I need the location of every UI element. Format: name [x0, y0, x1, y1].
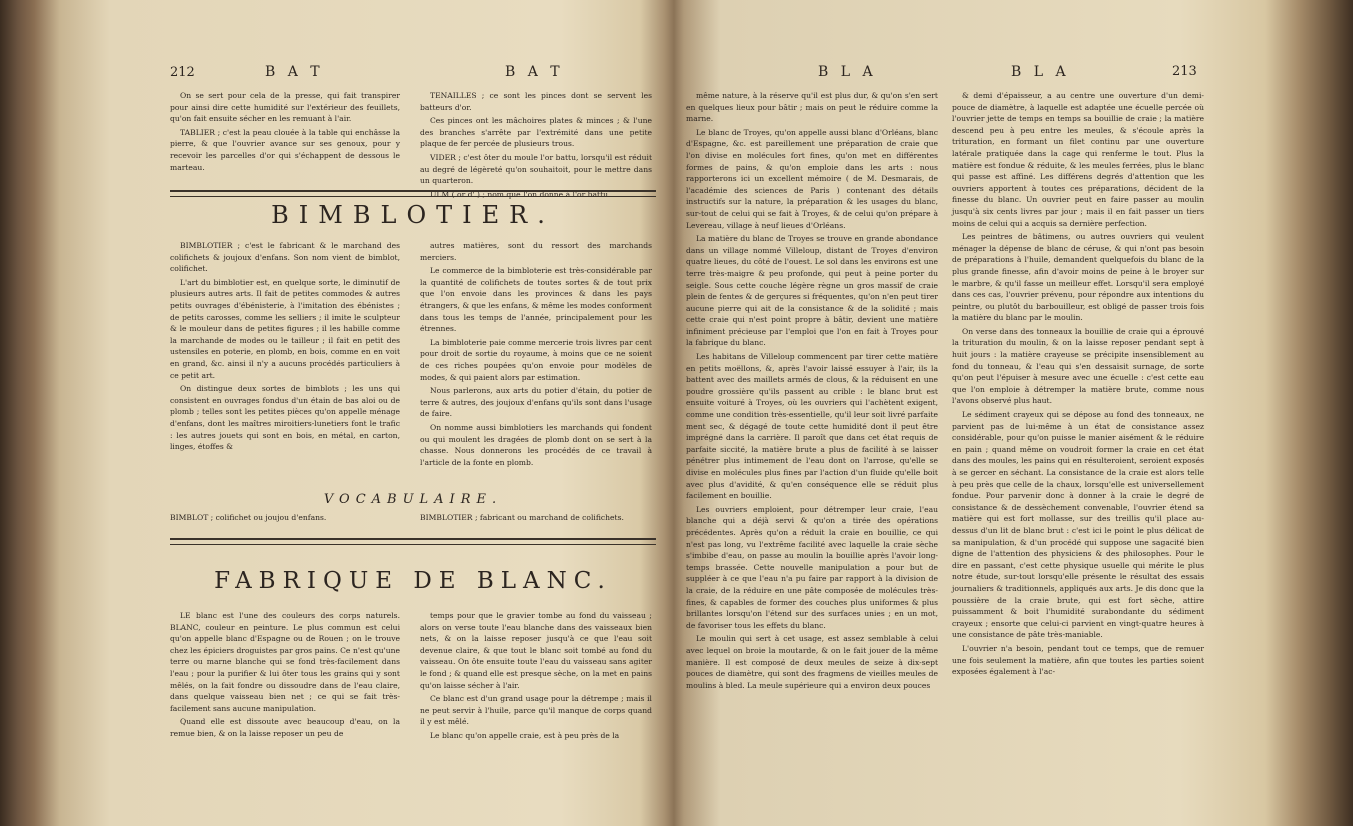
header-right-word: B L A: [1011, 64, 1070, 80]
section-rule: [170, 538, 656, 545]
right-page-header: [686, 64, 1206, 86]
left-top-col-2: [420, 90, 652, 199]
paragraph: Les habitans de Villeloup commencent par tirer cette matière en petits moëllons, &, après l'avoir laissé essuyer à l'air, ils la battent avec des maillets armés de clous, & la réduisent en une poudre grossière qu'ils passent au crible : le blanc brut est ensuite voituré à Troyes, où les ouvriers qui l'achètent exigent, comme une condition très-essentielle, qu'il leur soit livré parfaite ment sec, & dégagé de toute cette humidité dont il peut être imprégné dans la carrière. Il paroît que dans cet état requis de parfaite siccité, la matière brute a plus de facilité à se laisser pénétrer plus intimement de l'eau dont on l'arrose, qu'elle se divise en molécules plus fines par l'action d'un fluide qu'elle boit avec plus d'avidité, & qu'en conséquence elle se réduit plus facilement en bouillie.: [686, 352, 938, 501]
paragraph: VIDER ; c'est ôter du moule l'or battu, lorsqu'il est réduit au degré de légèreté qu'on souhaitoit, pour le mettre dans un quarteron.: [420, 152, 652, 186]
title-bimblotier: BIMBLOTIER.: [271, 201, 555, 229]
vocabulaire-heading: VOCABULAIRE.: [323, 492, 503, 507]
left-top-col-1: [170, 90, 400, 178]
paragraph: Ce blanc est d'un grand usage pour la détrempe ; mais il ne peut servir à l'huile, parce qu'il manque de corps quand il y est mêlé.: [420, 694, 652, 727]
right-page-col-1: [686, 90, 938, 814]
left-page: [150, 38, 660, 814]
vocab-entry-right: [420, 512, 652, 526]
paragraph: Les ouvriers emploient, pour détremper leur craie, l'eau blanche qui a déjà servi & qu'on a tirée des opérations précédentes. Après qu'on a réduit la craie en bouillie, ce qui n'est pas long, vu l'extrême facilité avec laquelle la craie sèche s'imbibe d'eau, on passe au moulin la bouillie après l'avoir long-temps brassée. Cette nouvelle manipulation a pour but de suppléer à ce que l'eau n'a pu faire par rapport à la division de la craie, de la réduire en une pâte composée de molécules très-fines, & capables de former des couches plus uniformes & plus brillantes lorsqu'on l'étend sur des surfaces unies ; en un mot, de favoriser tous les effets du blanc.: [686, 504, 938, 630]
paragraph: temps pour que le gravier tombe au fond du vaisseau ; alors on verse toute l'eau blanche dans des vaisseaux bien nets, & on la laisse reposer jusqu'à ce que l'eau soit devenue claire, & que tout le blanc soit tombé au fond du vaisseau. On ôte ensuite toute l'eau du vaisseau sans agiter le fond ; & quand elle est presque sèche, on la met en pains qu'on laisse sécher à l'air.: [420, 611, 652, 690]
paragraph: Nous parlerons, aux arts du potier d'étain, du potier de terre & autres, des joujoux d'enfans qu'ils sont dans l'usage de faire.: [420, 386, 652, 419]
page-number-right: 213: [1172, 64, 1197, 79]
left-page-header: [170, 64, 660, 86]
blanc-col-2: [420, 610, 652, 814]
right-page-col-2: [952, 90, 1204, 814]
paragraph: On se sert pour cela de la presse, qui fait transpirer pour ainsi dire cette humidité sur l'extérieur des feuillets, qu'on fait ensuite sécher en les remuant à l'air.: [170, 91, 400, 124]
paragraph: Le blanc de Troyes, qu'on appelle aussi blanc d'Orléans, blanc d'Espagne, &c. est pareillement une préparation de craie que l'on divise en molécules fort fines, qu'on met en différentes formes de pains, & qu'on emploie dans les arts : nous rapporterons ici un excellent mémoire ( de M. Desmarais, de l'académie des sciences de Paris ) contenant des détails instructifs sur la nature, la préparation & les usages du blanc, sur-tout de celui qui se fait à Troyes, & de celui qu'on prépare à Levereau, village à neuf lieues d'Orléans.: [686, 127, 938, 230]
paragraph: BIMBLOTIER ; c'est le fabricant & le marchand des colifichets & joujoux d'enfans. Son nom vient de bimblot, colifichet.: [170, 241, 400, 274]
paragraph: La bimbloterie paie comme mercerie trois livres par cent pour droit de sortie du royaume, à moins que ce ne soient de ces riches poupées qu'on envoie pour modèles de modes, & qui paient alors par estimation.: [420, 337, 652, 382]
paragraph: On distingue deux sortes de bimblots ; les uns qui consistent en ouvrages fondus d'un étain de bas aloi ou de plomb ; telles sont les petites pièces qu'on appelle ménage d'enfans, dont les maîtres miroitiers-lunetiers font le trafic : les autres jouets qui sont en bois, en métal, en carton, linges, étoffes &: [170, 384, 400, 452]
paragraph: On verse dans des tonneaux la bouillie de craie qui a éprouvé la trituration du moulin, & on la laisse reposer pendant sept à huit jours : la matière crayeuse se précipite insensiblement au fond du tonneau, & l'eau qui s'en dessaisit surnage, de sorte qu'on peut l'épuiser à mesure avec une écuelle : c'est cette eau que l'on emploie à détremper la matière brute, comme nous l'avons observé plus haut.: [952, 326, 1204, 406]
paragraph: & demi d'épaisseur, a au centre une ouverture d'un demi-pouce de diamètre, à laquelle est adaptée une écuelle percée où l'ouvrier jette de temps en temps sa bouillie de craie ; la matière descend peu à peu entre les meules, & s'écoule après la trituration, en formant un filet continu par une ouverture latérale pratiquée dans la cage qui renferme le tout. Plus la matière est fondue & réduite, & les meules ferrées, plus le blanc qui passe est affiné. Les différens degrés d'attention que les ouvriers apportent à toutes ces préparations, décident de la finesse du blanc. Un ouvrier peut en faire passer au moulin jusqu'à six cents livres par jour ; mais il en fait passer un tiers moins de celui qui a acquis sa dernière perfection.: [952, 91, 1204, 228]
paragraph: Le commerce de la bimbloterie est très-considérable par la quantité de colifichets de toutes sortes & de tout prix que l'on envoie dans les provinces & dans les pays étrangers, & que les enfans, & même les modes conforment dans tous les temps de l'année, principalement pour les étrennes.: [420, 266, 652, 334]
paragraph: Le moulin qui sert à cet usage, est assez semblable à celui avec lequel on broie la moutarde, & on le fait jouer de la même manière. Il est composé de deux meules de seize à dix-sept pouces de diamètre, qui sont des fragmens de vieilles meules de moulins à bled. La meule supérieure qui a environ deux pouces: [686, 634, 938, 690]
paragraph: TABLIER ; c'est la peau clouée à la table qui enchâsse la pierre, & que l'ouvrier avance sur ses genoux, pour y recevoir les parcelles d'or qui s'échappent de dessous le marteau.: [170, 127, 400, 172]
blanc-col-1: [170, 610, 400, 814]
right-page: [686, 38, 1206, 814]
paragraph: La matière du blanc de Troyes se trouve en grande abondance dans un village nommé Villeloup, distant de Troyes d'environ quatre lieues, du côté de l'ouest. Le sol dans les environs est une terre très-maigre & peu profonde, qui peut à peine porter du seigle. Sous cette couche légère règne un gros massif de craie plein de fentes & de gerçures si fréquentes, qu'on n'en peut tirer aucune pierre qui ait de la consistance & de la solidité ; mais cette craie qui n'est point propre à bâtir, devient une matière infiniment précieuse par l'emploi que l'on en fait à Troyes pour la fabrique du blanc.: [686, 234, 938, 348]
paragraph: TENAILLES ; ce sont les pinces dont se servent les batteurs d'or.: [420, 91, 652, 112]
vocab-entry: BIMBLOT ; colifichet ou joujou d'enfans.: [170, 513, 327, 522]
paragraph: Le blanc qu'on appelle craie, est à peu près de la: [430, 730, 620, 740]
paragraph: Ces pinces ont les mâchoires plates & minces ; & l'une des branches s'arrête par l'extrémité dans une petite plaque de fer percée de plusieurs trous.: [420, 116, 652, 149]
bimblotier-col-1: [170, 240, 400, 486]
vocab-entry: BIMBLOTIER ; fabricant ou marchand de colifichets.: [420, 513, 624, 522]
header-left-word: B L A: [818, 64, 877, 80]
paragraph: Le sédiment crayeux qui se dépose au fond des tonneaux, ne parvient pas de lui-même à un état de consistance assez considérable, pour qu'on puisse le manier aisément & le réduire en pain ; quand même on voudroit former la craie en cet état dans des moules, les pains qui en résulteroient, seroient exposés à se gercer en séchant. La consistance de la craie est alors telle à peu près que celle de la chaux, lorsqu'elle est universellement fondue. Pour parvenir donc à donner à la craie le degré de consistance & de dessèchement convenable, l'ouvrier étend sa matière qui est fort mollasse, sur des treillis qu'il place au-dessus d'un lit de blanc brut : c'est ici le point le plus délicat de sa manipulation, & d'un procédé qui suppose une sagacité bien digne de l'attention des physiciens & des philosophes. Pour le dire en passant, c'est cette physique usuelle qui mérite le plus notre étude, sur-tout lorsqu'elle présente le résultat des essais journaliers & traditionnels, appliqués aux arts. Je dis donc que la poussière de la craie brute, qui est fort sèche, attire puissamment & boit l'humidité surabondante du sédiment crayeux ; ensorte que celui-ci parvient en vingt-quatre heures à une consistance de pâte très-maniable.: [952, 410, 1204, 640]
paragraph: Les peintres de bâtimens, ou autres ouvriers qui veulent ménager la dépense de blanc de céruse, & qui n'ont pas besoin de préparations à l'huile, demandent quelquefois du blanc de la plus grande finesse, afin d'avoir moins de peine à le broyer sur le marbre, & qu'il fasse un meilleur effet. Lorsqu'il sera employé dans ces cas, l'ouvrier prévenu, pour répondre aux intentions du peintre, ou plutôt du barbouilleur, est obligé de passer trois fois la matière du blanc par le moulin.: [952, 232, 1204, 323]
header-left-word: B A T: [265, 64, 324, 80]
page-number-left: 212: [170, 65, 195, 80]
paragraph: On nomme aussi bimblotiers les marchands qui fondent ou qui moulent les dragées de plomb dont on se sert à la chasse. Nous donnerons les procédés de ce travail à l'article de la fonte en plomb.: [420, 422, 652, 467]
bimblotier-col-2: [420, 240, 652, 486]
vocab-entry-left: [170, 512, 400, 526]
paragraph: L'ouvrier n'a besoin, pendant tout ce temps, que de remuer une fois seulement la matière, afin que toutes les parties soient exposées également à l'ac-: [952, 643, 1204, 677]
paragraph: Quand elle est dissoute avec beaucoup d'eau, on la remue bien, & on la laisse reposer un peu de: [170, 717, 400, 738]
paragraph: LE blanc est l'une des couleurs des corps naturels. BLANC, couleur en peinture. Le plus commun est celui qu'on appelle blanc d'Espagne ou de Rouen ; on le trouve chez les épiciers droguistes par gros pains. Ce n'est qu'une terre ou marne blanche qui se fond très-facilement dans l'eau ; pour la purifier & lui ôter tous les grains qui y sont mêlés, on la fait fondre ou dissoudre dans de l'eau claire, dans quelque vaisseau bien net ; ce qui se fait très-facilement sans aucune manipulation.: [170, 611, 400, 713]
paragraph: L'art du bimblotier est, en quelque sorte, le diminutif de plusieurs autres arts. Il fait de petites commodes & autres petits ouvrages d'ébénisterie, à l'imitation des ébénistes ; de petits carosses, comme les selliers ; il imite le sculpteur & le mouleur dans de petites figures ; il les habille comme la marchande de modes ou le tailleur ; il fait en petit des ustensiles en poterie, en plomb, en bois, comme en en voit en grand, &c. ainsi il n'y a aucuns procédés particuliers à ce petit art.: [170, 277, 400, 380]
paragraph: autres matières, sont du ressort des marchands merciers.: [420, 241, 652, 262]
title-fabrique-de-blanc: FABRIQUE DE BLANC.: [214, 568, 612, 594]
section-rule: [170, 190, 656, 197]
header-right-word: B A T: [505, 64, 564, 80]
paragraph: ULM ( or d' ) ; nom que l'on donne à l'or battu.: [430, 189, 611, 199]
paragraph: même nature, à la réserve qu'il est plus dur, & qu'on s'en sert en quelques lieux pour bâtir ; mais on peut le réduire comme la marne.: [686, 91, 938, 124]
